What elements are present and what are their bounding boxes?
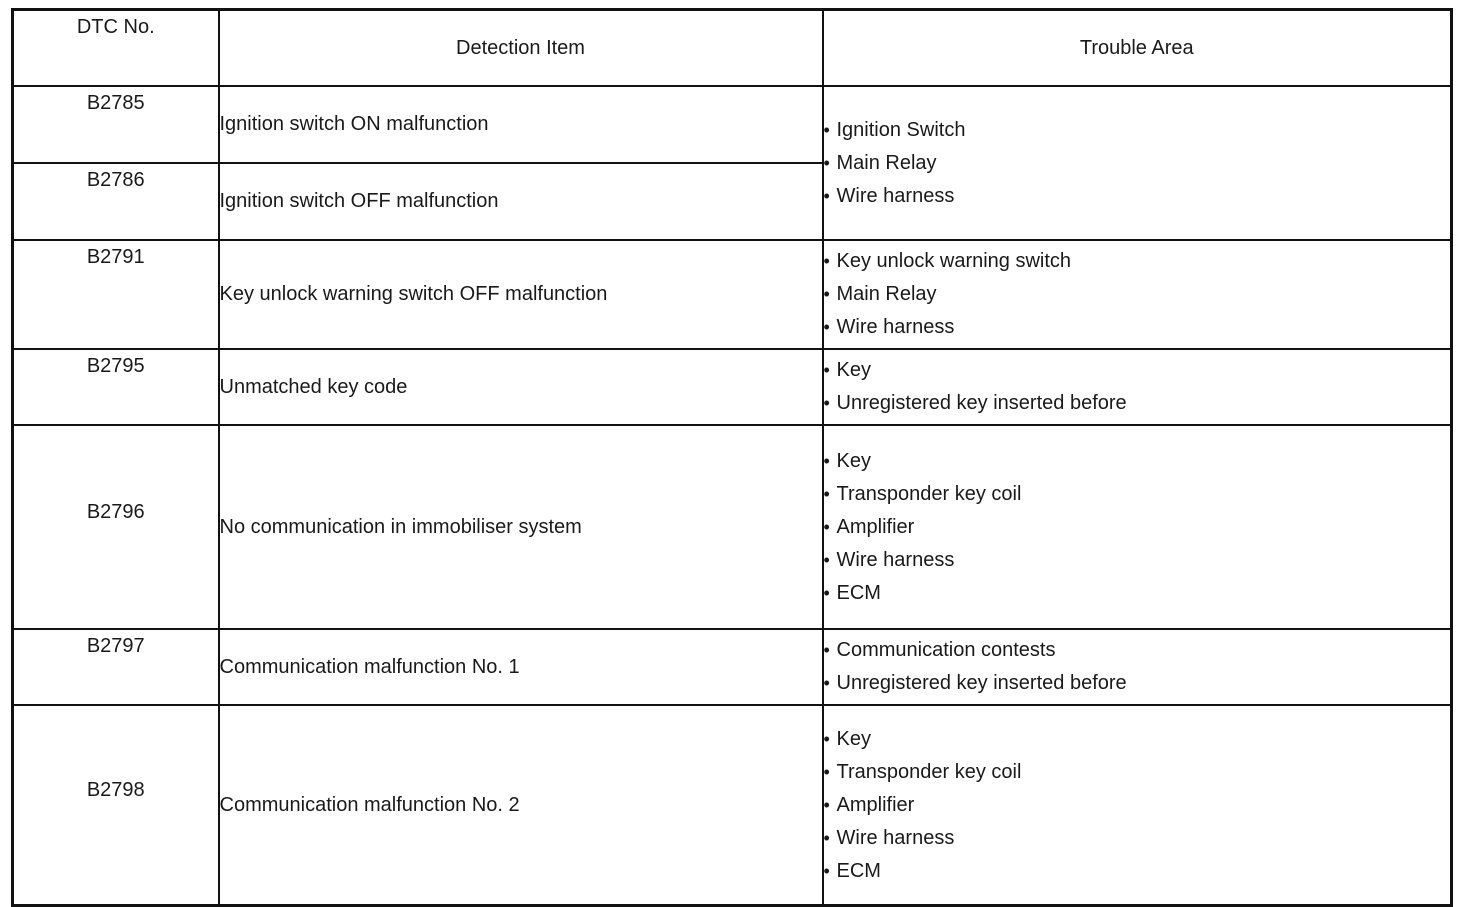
trouble-area — [823, 705, 1452, 906]
trouble-list-item: • Ignition Switch — [824, 114, 1451, 147]
trouble-list-item: • Wire harness — [824, 544, 1451, 577]
detection-item: Key unlock warning switch OFF malfunction — [219, 240, 823, 349]
trouble-area — [823, 86, 1452, 240]
trouble-list — [824, 634, 1451, 700]
table-row — [13, 86, 1452, 163]
detection-item: Communication malfunction No. 2 — [219, 705, 823, 906]
trouble-list-item: • Main Relay — [824, 278, 1451, 311]
trouble-list-item: • Unregistered key inserted before — [824, 387, 1451, 420]
trouble-list-item: • ECM — [824, 577, 1451, 610]
detection-item: Unmatched key code — [219, 349, 823, 425]
trouble-list — [824, 354, 1451, 420]
header-row — [13, 10, 1452, 87]
trouble-list — [824, 445, 1451, 610]
table-row — [13, 240, 1452, 349]
table-row — [13, 705, 1452, 906]
trouble-list-item: • Transponder key coil — [824, 478, 1451, 511]
trouble-list — [824, 114, 1451, 213]
header-dtc-no: DTC No. — [13, 10, 219, 87]
trouble-list-item: • Communication contests — [824, 634, 1451, 667]
trouble-list-item: • Transponder key coil — [824, 756, 1451, 789]
dtc-code: B2798 — [13, 705, 219, 906]
dtc-code: B2785 — [13, 86, 219, 163]
trouble-list-item: • ECM — [824, 855, 1451, 888]
trouble-list-item: • Wire harness — [824, 311, 1451, 344]
trouble-list-item: • Main Relay — [824, 147, 1451, 180]
table-row — [13, 425, 1452, 629]
trouble-list — [824, 245, 1451, 344]
trouble-area — [823, 240, 1452, 349]
dtc-table — [11, 8, 1453, 907]
header-trouble-area: Trouble Area — [823, 10, 1452, 87]
dtc-code: B2786 — [13, 163, 219, 240]
trouble-area — [823, 629, 1452, 705]
trouble-list-item: • Unregistered key inserted before — [824, 667, 1451, 700]
trouble-list-item: • Key — [824, 445, 1451, 478]
detection-item: Communication malfunction No. 1 — [219, 629, 823, 705]
table-row — [13, 349, 1452, 425]
trouble-list-item: • Key — [824, 354, 1451, 387]
detection-item: Ignition switch ON malfunction — [219, 86, 823, 163]
dtc-code: B2795 — [13, 349, 219, 425]
detection-item: Ignition switch OFF malfunction — [219, 163, 823, 240]
trouble-list-item: • Key unlock warning switch — [824, 245, 1451, 278]
trouble-list-item: • Amplifier — [824, 511, 1451, 544]
trouble-list-item: • Key — [824, 723, 1451, 756]
dtc-code: B2796 — [13, 425, 219, 629]
trouble-list — [824, 723, 1451, 888]
trouble-list-item: • Wire harness — [824, 180, 1451, 213]
table-row — [13, 629, 1452, 705]
trouble-area — [823, 349, 1452, 425]
dtc-code: B2797 — [13, 629, 219, 705]
dtc-code: B2791 — [13, 240, 219, 349]
detection-item: No communication in immobiliser system — [219, 425, 823, 629]
header-detection-item: Detection Item — [219, 10, 823, 87]
trouble-list-item: • Wire harness — [824, 822, 1451, 855]
trouble-list-item: • Amplifier — [824, 789, 1451, 822]
trouble-area — [823, 425, 1452, 629]
